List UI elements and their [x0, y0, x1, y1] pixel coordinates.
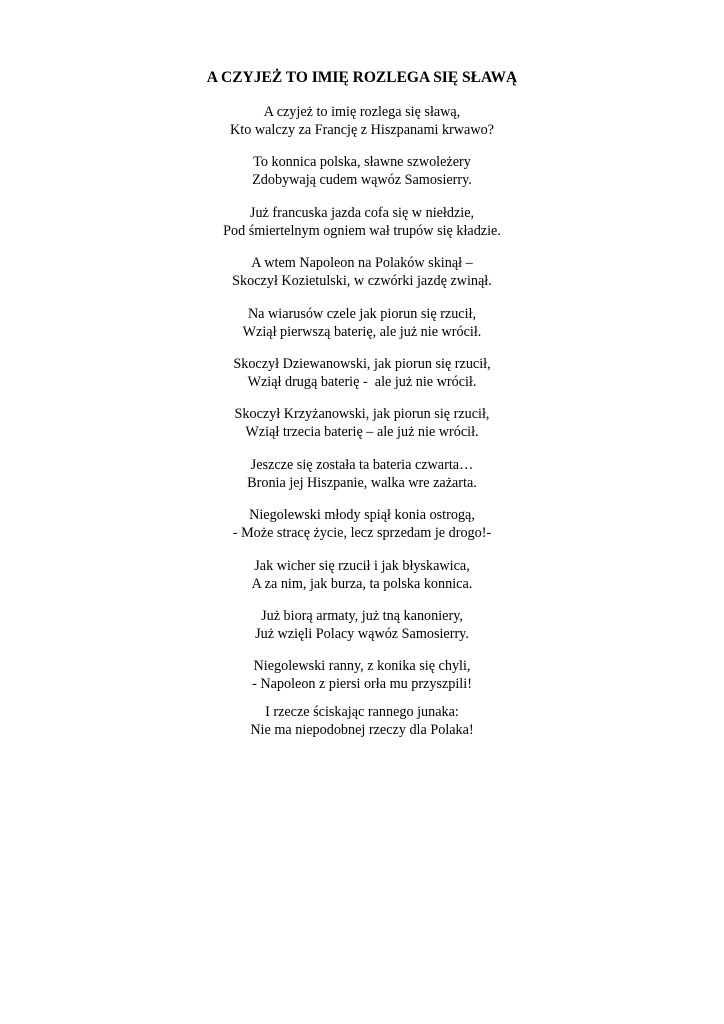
verse-line: A czyjeż to imię rozlega się sławą, [263, 104, 461, 120]
verse-line: Zdobywają cudem wąwóz Samosierry. [252, 172, 472, 189]
verse-line: Na wiarusów czele jak piorun się rzucił, [247, 305, 477, 322]
verse-line: Już francuska jazda cofa się w niełdzie, [249, 204, 475, 221]
verse-line: I rzecze ściskając rannego junaka: [265, 703, 459, 720]
verse-line: A wtem Napoleon na Polaków skinął – [251, 255, 473, 272]
verse-line: Jeszcze się została ta bateria czwarta… [250, 456, 474, 473]
verse-line: Wziął drugą baterię - ale już nie wrócił. [247, 373, 477, 390]
stanza [0, 355, 724, 391]
stanza [0, 557, 724, 593]
stanza [0, 254, 724, 290]
verse-line: Pod śmiertelnym ogniem wał trupów się kładzie. [223, 222, 501, 239]
stanza [0, 405, 724, 441]
verse-line: A za nim, jak burza, ta polska konnica. [251, 575, 473, 592]
stanza [0, 703, 724, 739]
verse-line: - Napoleon z piersi orła mu przyszpili! [252, 676, 472, 693]
verse-line: Jak wicher się rzucił i jak błyskawica, [254, 557, 470, 574]
stanza [0, 607, 724, 643]
stanza [0, 204, 724, 240]
stanza [0, 153, 724, 189]
verse-line: To konnica polska, sławne szwoleżery [253, 154, 471, 171]
verse-line: - Może stracę życie, lecz sprzedam je drogo!- [232, 525, 492, 542]
verse-line: Skoczył Kozietulski, w czwórki jazdę zwinął. [232, 273, 492, 290]
stanza [0, 657, 724, 693]
poem-title: A CZYJEŻ TO IMIĘ ROZLEGA SIĘ SŁAWĄ [206, 69, 518, 86]
verse-line: Już wzięli Polacy wąwóz Samosierry. [255, 625, 469, 642]
verse-line: Skoczył Dziewanowski, jak piorun się rzucił, [233, 355, 491, 372]
stanza [0, 456, 724, 492]
verse-line: Niegolewski młody spiął konia ostrogą, [249, 507, 475, 524]
verse-line: Skoczył Krzyżanowski, jak piorun się rzucił, [234, 406, 490, 423]
verse-line: Kto walczy za Francję z Hiszpanami krwawo? [230, 122, 494, 138]
verse-line: Wziął trzecia baterię – ale już nie wrócił. [245, 424, 479, 441]
poem-body [0, 103, 724, 753]
verse-line: Już biorą armaty, już tną kanoniery, [261, 607, 463, 624]
verse-line: Wziął pierwszą baterię, ale już nie wrócił. [242, 323, 482, 340]
stanza [0, 305, 724, 341]
verse-line: Bronia jej Hiszpanie, walka wre zażarta. [247, 474, 477, 491]
stanza [0, 506, 724, 542]
stanza [0, 103, 724, 139]
verse-line: Nie ma niepodobnej rzeczy dla Polaka! [250, 721, 474, 738]
verse-line: Niegolewski ranny, z konika się chyli, [253, 658, 471, 675]
